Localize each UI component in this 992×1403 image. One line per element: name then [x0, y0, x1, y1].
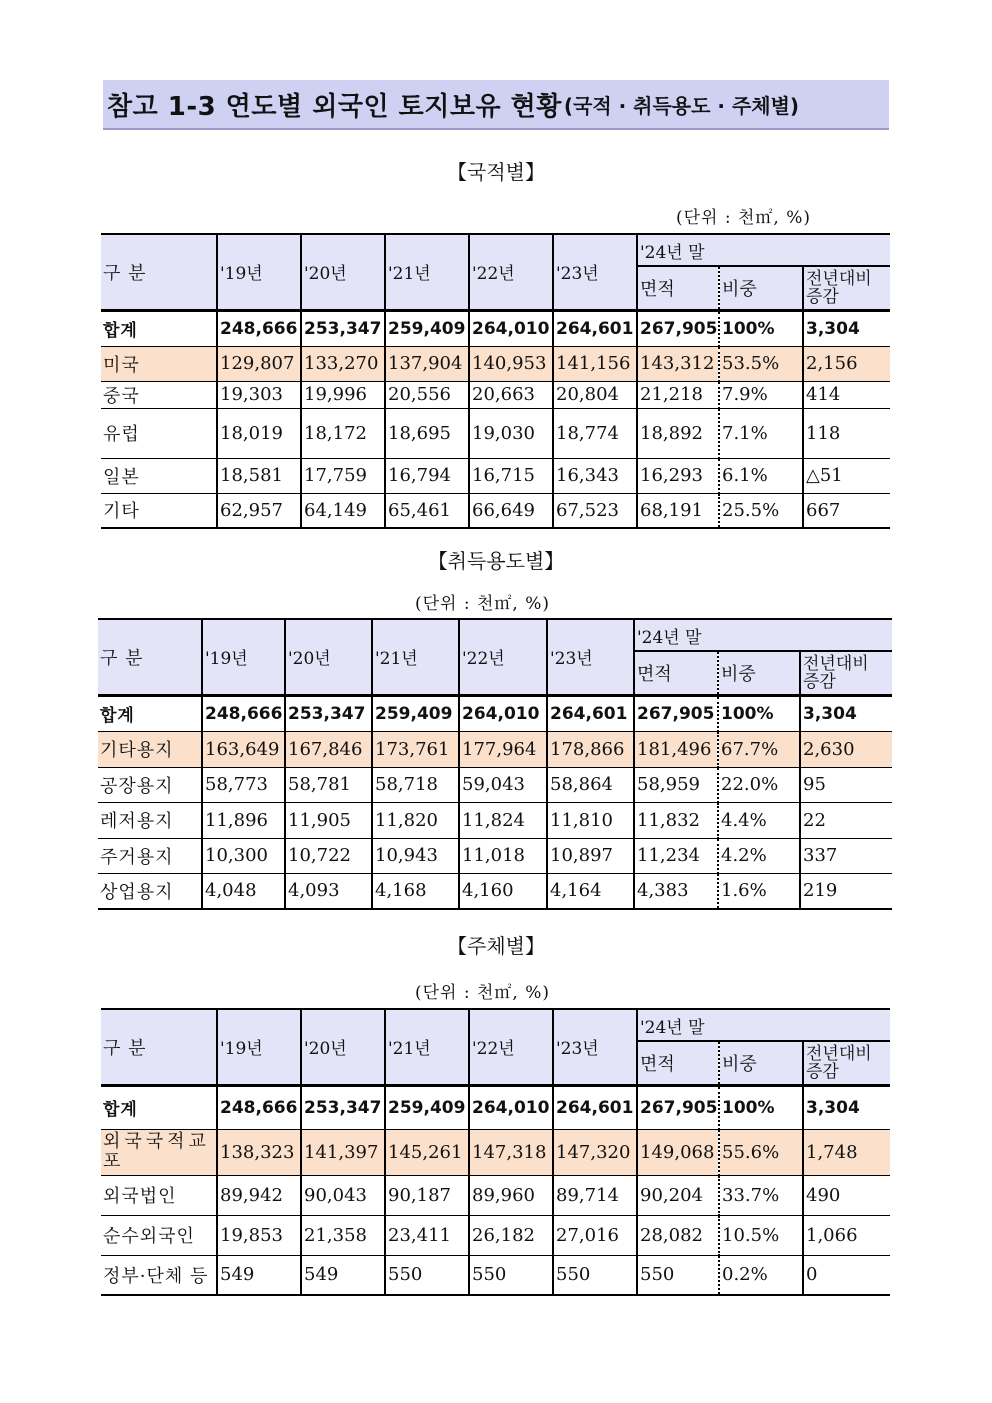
- cell-value: 173,761: [372, 731, 459, 767]
- cell-value: 89,942: [217, 1175, 301, 1215]
- cell-value: 414: [803, 381, 890, 408]
- header-year: '21년: [372, 619, 459, 695]
- header-year: '19년: [202, 619, 285, 695]
- cell-value: 550: [553, 1255, 637, 1295]
- header-year: '23년: [553, 1009, 637, 1085]
- table-row: [101, 408, 890, 458]
- cell-value: 4,048: [202, 873, 285, 909]
- cell-value: 2,630: [800, 731, 892, 767]
- cell-value: 20,663: [469, 381, 553, 408]
- cell-value: 58,718: [372, 767, 459, 802]
- cell-value: 147,320: [553, 1129, 637, 1175]
- table-row: [98, 731, 892, 767]
- table-row: [101, 1255, 890, 1295]
- cell-value: 55.6%: [719, 1129, 803, 1175]
- row-label: 미국: [101, 346, 217, 381]
- cell-value: 3,304: [803, 1085, 890, 1129]
- cell-value: 219: [800, 873, 892, 909]
- cell-value: 11,824: [459, 802, 547, 838]
- cell-value: 7.1%: [719, 408, 803, 458]
- table-header-row: [101, 1009, 890, 1041]
- cell-value: 490: [803, 1175, 890, 1215]
- cell-value: 90,043: [301, 1175, 385, 1215]
- header-year: '20년: [285, 619, 372, 695]
- cell-value: 18,172: [301, 408, 385, 458]
- cell-value: 259,409: [372, 695, 459, 731]
- row-label: 공장용지: [98, 767, 202, 802]
- usage-table: [98, 618, 892, 910]
- header-year: '22년: [469, 234, 553, 310]
- cell-value: 667: [803, 493, 890, 528]
- table-row: [101, 493, 890, 528]
- page-subtitle: (국적 · 취득용도 · 주체별): [563, 93, 800, 118]
- cell-value: 10.5%: [719, 1215, 803, 1255]
- cell-value: 11,234: [634, 838, 718, 873]
- cell-value: 11,832: [634, 802, 718, 838]
- header-end-year: '24년 말: [637, 1009, 890, 1041]
- header-year: '23년: [553, 234, 637, 310]
- header-share: 비중: [719, 1041, 803, 1085]
- row-label: 기타: [101, 493, 217, 528]
- row-label: 외국국적교포: [101, 1129, 217, 1175]
- cell-value: 16,293: [637, 458, 719, 493]
- cell-value: 10,897: [547, 838, 634, 873]
- cell-value: 4,164: [547, 873, 634, 909]
- header-year: '23년: [547, 619, 634, 695]
- table-row: [98, 838, 892, 873]
- cell-value: 145,261: [385, 1129, 469, 1175]
- header-year: '19년: [217, 1009, 301, 1085]
- header-end-year: '24년 말: [637, 234, 890, 266]
- cell-value: 18,892: [637, 408, 719, 458]
- table-row: [101, 1215, 890, 1255]
- row-label: 합계: [101, 310, 217, 346]
- cell-value: 133,270: [301, 346, 385, 381]
- cell-value: 18,774: [553, 408, 637, 458]
- cell-value: 550: [385, 1255, 469, 1295]
- cell-value: 89,960: [469, 1175, 553, 1215]
- header-year: '22년: [469, 1009, 553, 1085]
- cell-value: 550: [637, 1255, 719, 1295]
- header-year: '22년: [459, 619, 547, 695]
- cell-value: 264,010: [469, 310, 553, 346]
- cell-value: 64,149: [301, 493, 385, 528]
- table-row: [101, 458, 890, 493]
- cell-value: 141,156: [553, 346, 637, 381]
- cell-value: 1,066: [803, 1215, 890, 1255]
- table-row: [101, 346, 890, 381]
- cell-value: 181,496: [634, 731, 718, 767]
- cell-value: 17,759: [301, 458, 385, 493]
- row-label: 일본: [101, 458, 217, 493]
- cell-value: 90,204: [637, 1175, 719, 1215]
- cell-value: 259,409: [385, 310, 469, 346]
- cell-value: 259,409: [385, 1085, 469, 1129]
- cell-value: 248,666: [217, 1085, 301, 1129]
- cell-value: 66,649: [469, 493, 553, 528]
- cell-value: 267,905: [634, 695, 718, 731]
- cell-value: 58,773: [202, 767, 285, 802]
- table-row: [98, 767, 892, 802]
- cell-value: 22.0%: [718, 767, 800, 802]
- header-end-year: '24년 말: [634, 619, 892, 651]
- table-row: [98, 873, 892, 909]
- header-year: '21년: [385, 234, 469, 310]
- cell-value: 68,191: [637, 493, 719, 528]
- cell-value: 4,160: [459, 873, 547, 909]
- cell-value: 25.5%: [719, 493, 803, 528]
- cell-value: 4.4%: [718, 802, 800, 838]
- row-label: 레저용지: [98, 802, 202, 838]
- header-change: [803, 1041, 890, 1085]
- cell-value: 267,905: [637, 310, 719, 346]
- cell-value: 33.7%: [719, 1175, 803, 1215]
- table-total-row: [101, 1085, 890, 1129]
- section-title-entity: 【주체별】: [447, 934, 545, 958]
- cell-value: 248,666: [217, 310, 301, 346]
- cell-value: 16,343: [553, 458, 637, 493]
- cell-value: 11,018: [459, 838, 547, 873]
- cell-value: 16,715: [469, 458, 553, 493]
- header-change-line1: 전년대비: [803, 653, 869, 674]
- cell-value: 264,601: [553, 1085, 637, 1129]
- cell-value: 248,666: [202, 695, 285, 731]
- table-body: [101, 310, 890, 528]
- cell-value: 100%: [719, 1085, 803, 1129]
- cell-value: 58,959: [634, 767, 718, 802]
- cell-value: 7.9%: [719, 381, 803, 408]
- unit-label: (단위 : 천㎡, %): [676, 208, 812, 228]
- cell-value: 137,904: [385, 346, 469, 381]
- row-label: 상업용지: [98, 873, 202, 909]
- row-label: 외국법인: [101, 1175, 217, 1215]
- cell-value: 100%: [718, 695, 800, 731]
- cell-value: 19,853: [217, 1215, 301, 1255]
- cell-value: 21,358: [301, 1215, 385, 1255]
- table-total-row: [101, 310, 890, 346]
- row-label: 중국: [101, 381, 217, 408]
- cell-value: 21,218: [637, 381, 719, 408]
- cell-value: 11,896: [202, 802, 285, 838]
- header-change-line2: 증감: [806, 1061, 839, 1082]
- cell-value: 0.2%: [719, 1255, 803, 1295]
- cell-value: 6.1%: [719, 458, 803, 493]
- cell-value: 20,556: [385, 381, 469, 408]
- cell-value: 253,347: [301, 310, 385, 346]
- cell-value: 20,804: [553, 381, 637, 408]
- cell-value: 1,748: [803, 1129, 890, 1175]
- cell-value: 264,010: [469, 1085, 553, 1129]
- cell-value: 10,943: [372, 838, 459, 873]
- header-year: '20년: [301, 1009, 385, 1085]
- table-body: [98, 695, 892, 909]
- row-label: 유럽: [101, 408, 217, 458]
- cell-value: 19,030: [469, 408, 553, 458]
- cell-value: 253,347: [301, 1085, 385, 1129]
- cell-value: 11,905: [285, 802, 372, 838]
- cell-value: 264,010: [459, 695, 547, 731]
- section-title-usage: 【취득용도별】: [427, 549, 565, 573]
- cell-value: 19,996: [301, 381, 385, 408]
- header-change-line2: 증감: [803, 671, 836, 692]
- cell-value: 4,093: [285, 873, 372, 909]
- cell-value: 18,581: [217, 458, 301, 493]
- cell-value: 264,601: [547, 695, 634, 731]
- table-row: [101, 381, 890, 408]
- cell-value: 178,866: [547, 731, 634, 767]
- cell-value: 141,397: [301, 1129, 385, 1175]
- cell-value: 89,714: [553, 1175, 637, 1215]
- cell-value: 58,864: [547, 767, 634, 802]
- header-area: 면적: [634, 651, 718, 695]
- row-label: 합계: [98, 695, 202, 731]
- cell-value: 90,187: [385, 1175, 469, 1215]
- cell-value: 16,794: [385, 458, 469, 493]
- cell-value: 58,781: [285, 767, 372, 802]
- row-label: 순수외국인: [101, 1215, 217, 1255]
- cell-value: 267,905: [637, 1085, 719, 1129]
- cell-value: 3,304: [800, 695, 892, 731]
- cell-value: 27,016: [553, 1215, 637, 1255]
- row-label: 기타용지: [98, 731, 202, 767]
- unit-label: (단위 : 천㎡, %): [415, 983, 551, 1003]
- cell-value: 18,019: [217, 408, 301, 458]
- cell-value: 549: [301, 1255, 385, 1295]
- cell-value: 67,523: [553, 493, 637, 528]
- nationality-table: [101, 233, 890, 529]
- table-row: [101, 1129, 890, 1175]
- section-title-nationality: 【국적별】: [447, 160, 545, 184]
- cell-value: 65,461: [385, 493, 469, 528]
- cell-value: 149,068: [637, 1129, 719, 1175]
- header-year: '19년: [217, 234, 301, 310]
- table-row: [101, 1175, 890, 1215]
- cell-value: 67.7%: [718, 731, 800, 767]
- page-title: 참고 1-3 연도별 외국인 토지보유 현황: [107, 91, 562, 122]
- cell-value: 550: [469, 1255, 553, 1295]
- cell-value: 23,411: [385, 1215, 469, 1255]
- header-category: 구 분: [101, 234, 217, 310]
- cell-value: 11,810: [547, 802, 634, 838]
- cell-value: 62,957: [217, 493, 301, 528]
- cell-value: 11,820: [372, 802, 459, 838]
- cell-value: 337: [800, 838, 892, 873]
- header-year: '20년: [301, 234, 385, 310]
- header-change: [803, 266, 890, 310]
- unit-label: (단위 : 천㎡, %): [415, 594, 551, 614]
- cell-value: 10,300: [202, 838, 285, 873]
- header-category: 구 분: [101, 1009, 217, 1085]
- header-share: 비중: [718, 651, 800, 695]
- cell-value: 118: [803, 408, 890, 458]
- cell-value: 4,168: [372, 873, 459, 909]
- row-label: 합계: [101, 1085, 217, 1129]
- cell-value: 18,695: [385, 408, 469, 458]
- entity-table: [101, 1008, 890, 1296]
- cell-value: 3,304: [803, 310, 890, 346]
- cell-value: 0: [803, 1255, 890, 1295]
- cell-value: △51: [803, 458, 890, 493]
- cell-value: 22: [800, 802, 892, 838]
- cell-value: 177,964: [459, 731, 547, 767]
- cell-value: 549: [217, 1255, 301, 1295]
- header-change: [800, 651, 892, 695]
- cell-value: 143,312: [637, 346, 719, 381]
- header-year: '21년: [385, 1009, 469, 1085]
- table-row: [98, 802, 892, 838]
- header-share: 비중: [719, 266, 803, 310]
- cell-value: 253,347: [285, 695, 372, 731]
- table-body: [101, 1085, 890, 1295]
- cell-value: 167,846: [285, 731, 372, 767]
- cell-value: 26,182: [469, 1215, 553, 1255]
- cell-value: 100%: [719, 310, 803, 346]
- header-change-line2: 증감: [806, 286, 839, 307]
- cell-value: 163,649: [202, 731, 285, 767]
- header-area: 면적: [637, 266, 719, 310]
- cell-value: 147,318: [469, 1129, 553, 1175]
- row-label: 정부·단체 등: [101, 1255, 217, 1295]
- cell-value: 19,303: [217, 381, 301, 408]
- header-change-line1: 전년대비: [806, 1043, 872, 1064]
- table-header-row: [98, 619, 892, 651]
- cell-value: 140,953: [469, 346, 553, 381]
- cell-value: 28,082: [637, 1215, 719, 1255]
- header-category: 구 분: [98, 619, 202, 695]
- row-label: 주거용지: [98, 838, 202, 873]
- table-total-row: [98, 695, 892, 731]
- cell-value: 10,722: [285, 838, 372, 873]
- cell-value: 4.2%: [718, 838, 800, 873]
- header-change-line1: 전년대비: [806, 268, 872, 289]
- cell-value: 138,323: [217, 1129, 301, 1175]
- cell-value: 129,807: [217, 346, 301, 381]
- header-area: 면적: [637, 1041, 719, 1085]
- cell-value: 59,043: [459, 767, 547, 802]
- cell-value: 95: [800, 767, 892, 802]
- cell-value: 53.5%: [719, 346, 803, 381]
- cell-value: 1.6%: [718, 873, 800, 909]
- cell-value: 4,383: [634, 873, 718, 909]
- page-title-bar: [103, 80, 889, 130]
- cell-value: 264,601: [553, 310, 637, 346]
- cell-value: 2,156: [803, 346, 890, 381]
- table-header-row: [101, 234, 890, 266]
